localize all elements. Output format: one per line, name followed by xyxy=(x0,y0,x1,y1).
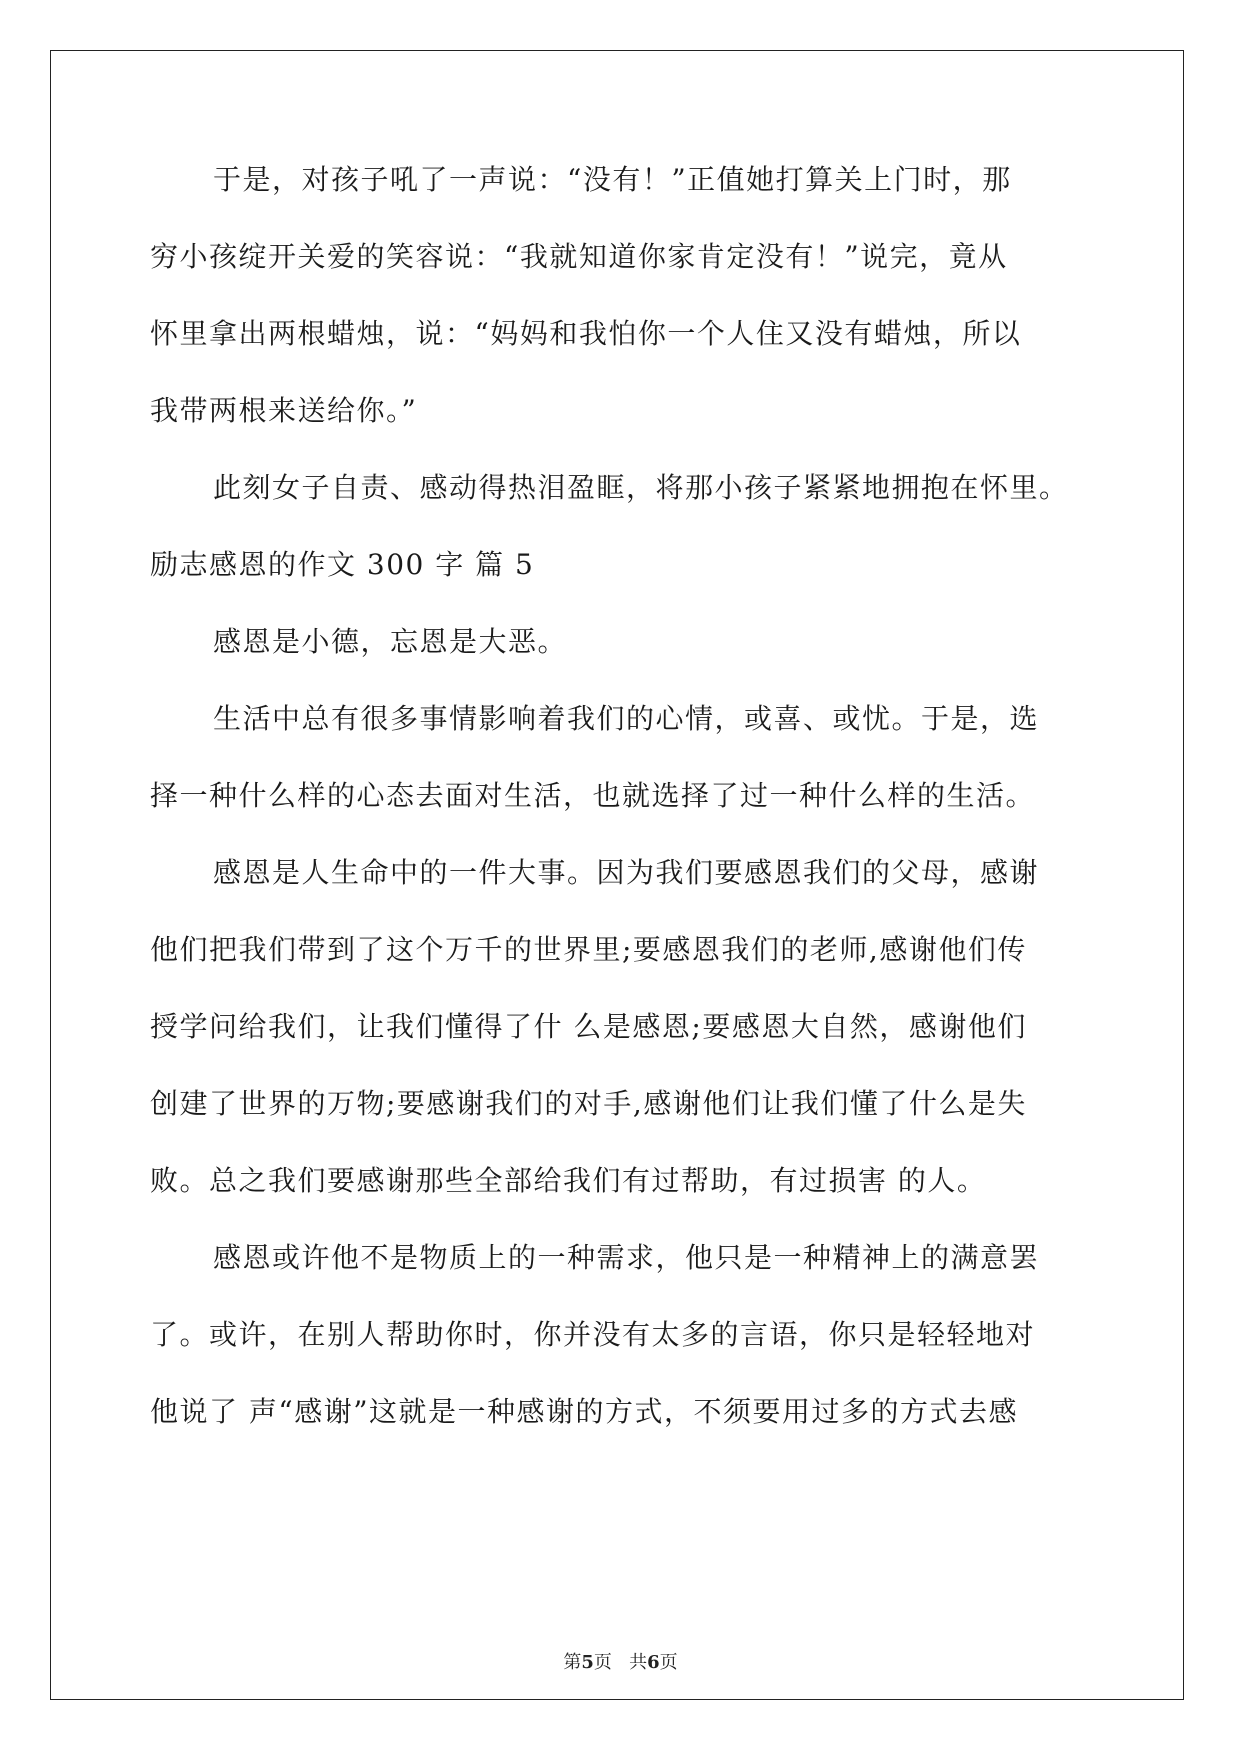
paragraph-line: 了。或许，在别人帮助你时，你并没有太多的言语，你只是轻轻地对 xyxy=(150,1318,1036,1351)
paragraph-line: 授学问给我们，让我们懂得了什 么是感恩;要感恩大自然，感谢他们 xyxy=(150,1010,1027,1043)
paragraph-line: 创建了世界的万物;要感谢我们的对手,感谢他们让我们懂了什么是失 xyxy=(150,1087,1027,1120)
paragraph-line: 感恩是人生命中的一件大事。因为我们要感恩我们的父母，感谢 xyxy=(213,856,1040,889)
page-suffix: 页 xyxy=(593,1652,612,1673)
paragraph-line: 他们把我们带到了这个万千的世界里;要感恩我们的老师,感谢他们传 xyxy=(150,933,1027,966)
paragraph-line: 穷小孩绽开关爱的笑容说：“我就知道你家肯定没有！”说完，竟从 xyxy=(150,240,1008,273)
total-prefix: 共 xyxy=(629,1652,648,1673)
paragraph-line: 生活中总有很多事情影响着我们的心情，或喜、或忧。于是，选 xyxy=(213,702,1040,735)
paragraph-line: 他说了 声“感谢”这就是一种感谢的方式，不须要用过多的方式去感 xyxy=(150,1395,1019,1428)
page-prefix: 第 xyxy=(563,1652,582,1673)
paragraph-line: 我带两根来送给你。” xyxy=(150,394,418,427)
current-page-number: 5 xyxy=(581,1652,594,1673)
paragraph-line: 此刻女子自责、感动得热泪盈眶，将那小孩子紧紧地拥抱在怀里。 xyxy=(213,471,1069,504)
paragraph-line: 怀里拿出两根蜡烛，说：“妈妈和我怕你一个人住又没有蜡烛，所以 xyxy=(150,317,1022,350)
paragraph-line: 感恩或许他不是物质上的一种需求，他只是一种精神上的满意罢 xyxy=(213,1241,1040,1274)
total-suffix: 页 xyxy=(659,1652,678,1673)
paragraph-line: 感恩是小德，忘恩是大恶。 xyxy=(213,625,568,658)
paragraph-line: 败。总之我们要感谢那些全部给我们有过帮助，有过损害 的人。 xyxy=(150,1164,987,1197)
section-heading: 励志感恩的作文 300 字 篇 5 xyxy=(150,548,535,581)
paragraph-line: 于是，对孩子吼了一声说：“没有！”正值她打算关上门时，那 xyxy=(213,163,1012,196)
total-pages-number: 6 xyxy=(647,1652,660,1673)
document-body xyxy=(150,160,1090,1432)
page-number-footer xyxy=(0,1648,1241,1674)
paragraph-line: 择一种什么样的心态去面对生活，也就选择了过一种什么样的生活。 xyxy=(150,779,1036,812)
